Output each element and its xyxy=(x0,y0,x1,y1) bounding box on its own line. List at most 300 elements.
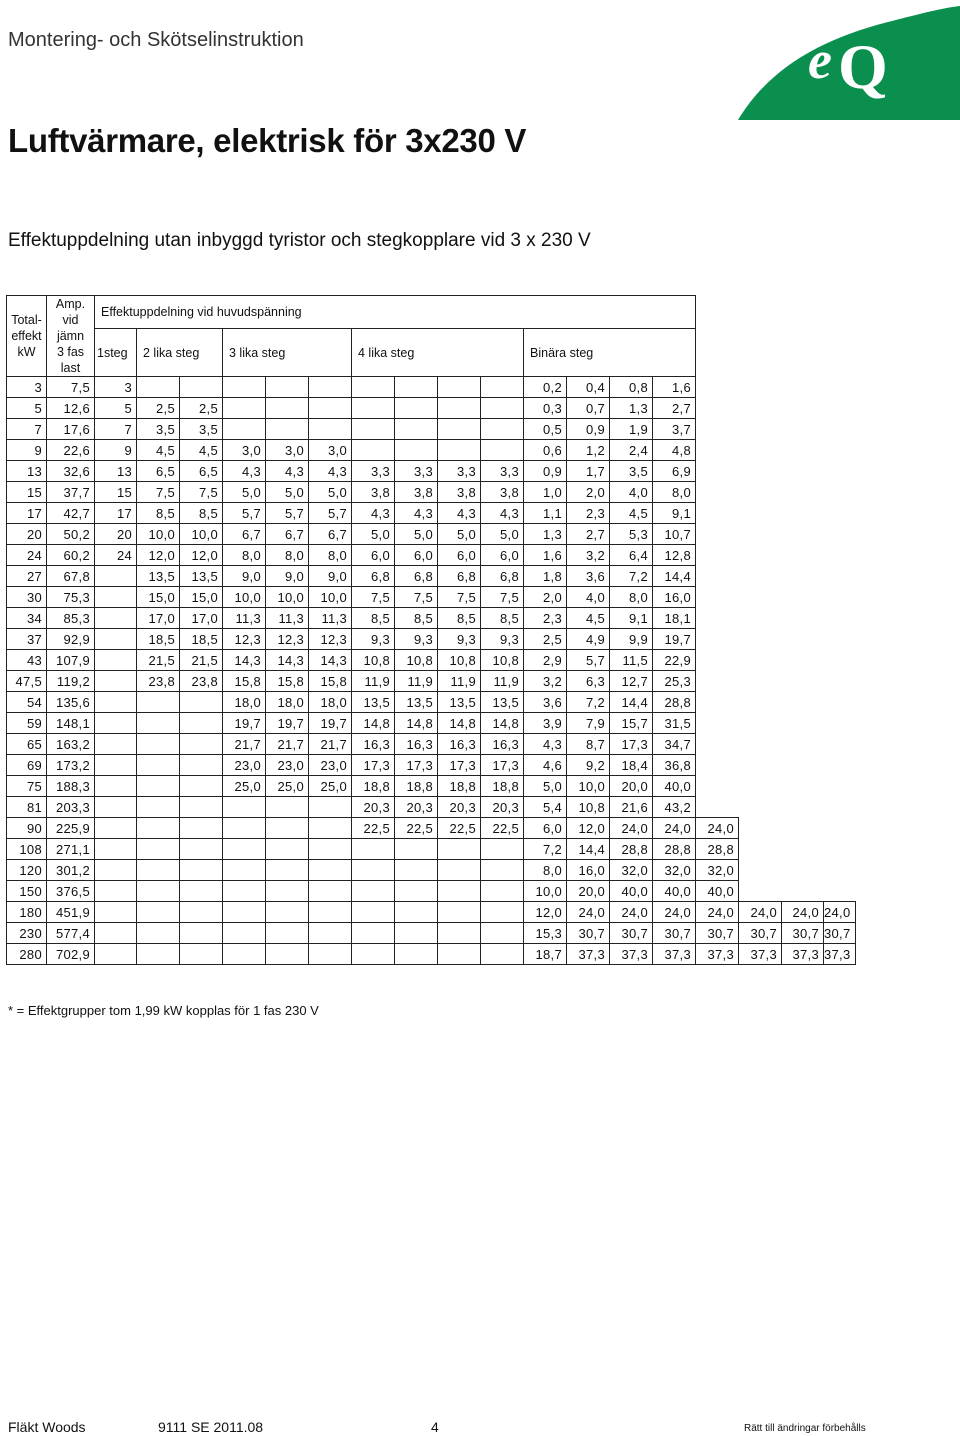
table-cell: 37,7 xyxy=(47,482,95,503)
table-cell: 119,2 xyxy=(47,671,95,692)
table-cell: 3,0 xyxy=(223,440,266,461)
table-cell: 8,5 xyxy=(395,608,438,629)
table-cell: 2,5 xyxy=(180,398,223,419)
table-cell xyxy=(696,713,739,734)
table-cell: 12,0 xyxy=(180,545,223,566)
table-cell xyxy=(438,881,481,902)
table-cell: 3,5 xyxy=(180,419,223,440)
table-cell: 50,2 xyxy=(47,524,95,545)
table-cell: 7 xyxy=(7,419,47,440)
table-cell: 0,2 xyxy=(524,377,567,398)
table-cell: 13,5 xyxy=(137,566,180,587)
table-cell xyxy=(739,755,782,776)
table-cell: 75,3 xyxy=(47,587,95,608)
table-cell: 8,0 xyxy=(223,545,266,566)
table-cell: 24,0 xyxy=(653,818,696,839)
table-cell: 6,5 xyxy=(180,461,223,482)
table-cell: 4,5 xyxy=(180,440,223,461)
table-cell: 10,0 xyxy=(309,587,352,608)
table-cell: 4,3 xyxy=(524,734,567,755)
table-cell: 24 xyxy=(7,545,47,566)
table-cell: 23,0 xyxy=(223,755,266,776)
table-cell: 20 xyxy=(95,524,137,545)
table-cell: 18,8 xyxy=(395,776,438,797)
table-cell: 10,8 xyxy=(395,650,438,671)
table-cell: 8,5 xyxy=(481,608,524,629)
table-cell xyxy=(782,524,824,545)
table-cell: 451,9 xyxy=(47,902,95,923)
table-cell: 17,3 xyxy=(395,755,438,776)
table-cell xyxy=(309,902,352,923)
table-cell xyxy=(95,818,137,839)
table-cell: 9,0 xyxy=(266,566,309,587)
table-cell xyxy=(696,461,739,482)
eq-logo xyxy=(738,0,960,120)
table-cell xyxy=(696,650,739,671)
table-cell: 9,3 xyxy=(481,629,524,650)
table-cell: 6,8 xyxy=(352,566,395,587)
table-cell xyxy=(438,902,481,923)
table-cell: 4,9 xyxy=(567,629,610,650)
table-cell: 40,0 xyxy=(653,881,696,902)
table-cell: 40,0 xyxy=(653,776,696,797)
table-cell xyxy=(180,818,223,839)
table-cell: 30,7 xyxy=(696,923,739,944)
table-cell xyxy=(782,860,824,881)
table-cell xyxy=(739,734,782,755)
table-cell: 18,8 xyxy=(438,776,481,797)
table-cell xyxy=(180,692,223,713)
table-cell: 16,3 xyxy=(438,734,481,755)
table-cell: 13,5 xyxy=(180,566,223,587)
table-cell: 14,8 xyxy=(481,713,524,734)
table-row xyxy=(7,881,856,902)
table-cell xyxy=(137,839,180,860)
table-cell: 4,3 xyxy=(395,503,438,524)
table-cell: 4,3 xyxy=(309,461,352,482)
table-cell xyxy=(696,482,739,503)
table-cell xyxy=(696,398,739,419)
table-cell: 2,3 xyxy=(524,608,567,629)
table-cell: 10,7 xyxy=(653,524,696,545)
table-row xyxy=(7,587,856,608)
table-cell xyxy=(696,566,739,587)
table-cell: 65 xyxy=(7,734,47,755)
table-cell xyxy=(782,482,824,503)
table-cell: 5,7 xyxy=(309,503,352,524)
table-cell: 30,7 xyxy=(739,923,782,944)
table-cell xyxy=(309,860,352,881)
table-cell xyxy=(223,419,266,440)
table-row xyxy=(7,944,856,965)
table-cell: 14,8 xyxy=(395,713,438,734)
table-cell: 19,7 xyxy=(266,713,309,734)
table-cell xyxy=(739,482,782,503)
table-cell xyxy=(137,377,180,398)
table-cell: 12,0 xyxy=(137,545,180,566)
table-cell xyxy=(137,776,180,797)
table-cell xyxy=(696,377,739,398)
table-cell: 20,3 xyxy=(395,797,438,818)
table-cell: 37,3 xyxy=(696,944,739,965)
table-row xyxy=(7,860,856,881)
table-cell: 14,4 xyxy=(610,692,653,713)
table-cell xyxy=(223,881,266,902)
table-cell: 30,7 xyxy=(567,923,610,944)
table-cell xyxy=(309,398,352,419)
table-cell: 4,3 xyxy=(266,461,309,482)
table-cell: 1,7 xyxy=(567,461,610,482)
table-cell xyxy=(309,881,352,902)
table-cell xyxy=(95,923,137,944)
table-cell xyxy=(739,503,782,524)
table-cell: 22,6 xyxy=(47,440,95,461)
table-cell xyxy=(481,398,524,419)
table-cell: 5,0 xyxy=(352,524,395,545)
table-cell: 17,0 xyxy=(180,608,223,629)
table-row xyxy=(7,692,856,713)
table-cell: 5,0 xyxy=(524,776,567,797)
table-cell xyxy=(696,755,739,776)
table-cell xyxy=(95,755,137,776)
table-cell: 4,0 xyxy=(567,587,610,608)
table-cell xyxy=(739,419,782,440)
table-cell: 24,0 xyxy=(782,902,824,923)
table-cell: 148,1 xyxy=(47,713,95,734)
table-cell: 107,9 xyxy=(47,650,95,671)
table-cell: 3 xyxy=(7,377,47,398)
table-cell: 4,5 xyxy=(610,503,653,524)
table-cell xyxy=(180,839,223,860)
table-row xyxy=(7,755,856,776)
table-cell xyxy=(739,587,782,608)
table-cell: 28,8 xyxy=(653,839,696,860)
table-cell: 23,8 xyxy=(137,671,180,692)
table-cell xyxy=(438,419,481,440)
table-cell xyxy=(782,419,824,440)
table-cell: 8,0 xyxy=(266,545,309,566)
group-2-lika-steg: 2 lika steg xyxy=(137,329,223,377)
table-row xyxy=(7,902,856,923)
table-cell: 1,3 xyxy=(524,524,567,545)
table-cell xyxy=(266,923,309,944)
table-cell: 18,8 xyxy=(481,776,524,797)
table-cell: 22,9 xyxy=(653,650,696,671)
table-cell xyxy=(481,377,524,398)
table-cell: 6,8 xyxy=(438,566,481,587)
table-cell: 180 xyxy=(7,902,47,923)
table-cell xyxy=(309,944,352,965)
table-cell xyxy=(782,734,824,755)
table-cell: 3,3 xyxy=(352,461,395,482)
table-cell: 271,1 xyxy=(47,839,95,860)
table-cell: 6,4 xyxy=(610,545,653,566)
table-cell: 20,0 xyxy=(567,881,610,902)
table-cell: 28,8 xyxy=(696,839,739,860)
table-cell: 21,7 xyxy=(223,734,266,755)
table-cell: 15,7 xyxy=(610,713,653,734)
table-cell xyxy=(137,755,180,776)
table-cell xyxy=(95,860,137,881)
table-cell xyxy=(180,860,223,881)
table-cell: 20 xyxy=(7,524,47,545)
table-cell xyxy=(481,902,524,923)
table-cell xyxy=(782,776,824,797)
table-cell: 12,3 xyxy=(223,629,266,650)
table-cell xyxy=(180,713,223,734)
table-cell: 1,1 xyxy=(524,503,567,524)
table-cell: 702,9 xyxy=(47,944,95,965)
table-cell: 12,7 xyxy=(610,671,653,692)
table-cell xyxy=(180,755,223,776)
table-cell: 22,5 xyxy=(395,818,438,839)
table-cell: 25,0 xyxy=(266,776,309,797)
table-cell: 15,0 xyxy=(180,587,223,608)
table-cell: 3 xyxy=(95,377,137,398)
table-cell xyxy=(696,629,739,650)
col-header-total: Total- effekt kW xyxy=(7,296,47,377)
table-cell: 37,3 xyxy=(824,944,856,965)
table-cell: 15,8 xyxy=(223,671,266,692)
table-cell xyxy=(782,650,824,671)
table-cell xyxy=(739,440,782,461)
table-row xyxy=(7,608,856,629)
table-cell: 22,5 xyxy=(438,818,481,839)
table-cell xyxy=(438,839,481,860)
table-cell: 18,4 xyxy=(610,755,653,776)
table-cell xyxy=(223,860,266,881)
table-cell: 150 xyxy=(7,881,47,902)
table-cell: 24,0 xyxy=(653,902,696,923)
table-cell: 0,8 xyxy=(610,377,653,398)
table-cell: 32,0 xyxy=(653,860,696,881)
table-row xyxy=(7,566,856,587)
table-cell xyxy=(782,797,824,818)
table-cell: 28,8 xyxy=(610,839,653,860)
table-cell: 5,0 xyxy=(266,482,309,503)
table-cell: 225,9 xyxy=(47,818,95,839)
table-cell xyxy=(137,713,180,734)
table-cell xyxy=(95,944,137,965)
table-cell: 20,3 xyxy=(352,797,395,818)
table-cell: 34 xyxy=(7,608,47,629)
table-cell xyxy=(438,923,481,944)
table-cell: 43 xyxy=(7,650,47,671)
table-cell xyxy=(782,692,824,713)
table-cell: 3,3 xyxy=(395,461,438,482)
table-cell: 54 xyxy=(7,692,47,713)
table-cell: 6,0 xyxy=(352,545,395,566)
table-cell xyxy=(266,419,309,440)
table-cell: 11,3 xyxy=(309,608,352,629)
table-cell: 8,5 xyxy=(137,503,180,524)
table-cell: 18,5 xyxy=(180,629,223,650)
table-row xyxy=(7,440,856,461)
table-cell: 6,9 xyxy=(653,461,696,482)
table-cell: 9,0 xyxy=(309,566,352,587)
table-cell xyxy=(782,713,824,734)
table-cell: 17,3 xyxy=(481,755,524,776)
table-cell: 8,0 xyxy=(524,860,567,881)
table-cell xyxy=(266,398,309,419)
table-cell: 18,0 xyxy=(266,692,309,713)
group-1steg: 1steg xyxy=(95,329,137,377)
table-cell xyxy=(223,839,266,860)
table-cell: 1,0 xyxy=(524,482,567,503)
table-cell xyxy=(137,734,180,755)
table-cell: 20,0 xyxy=(610,776,653,797)
table-cell xyxy=(266,818,309,839)
table-cell: 13,5 xyxy=(352,692,395,713)
table-cell xyxy=(180,776,223,797)
table-row xyxy=(7,524,856,545)
table-cell xyxy=(95,839,137,860)
table-cell: 2,5 xyxy=(524,629,567,650)
table-cell: 37,3 xyxy=(782,944,824,965)
table-cell xyxy=(739,713,782,734)
table-cell: 4,3 xyxy=(481,503,524,524)
table-cell: 60,2 xyxy=(47,545,95,566)
table-cell xyxy=(352,902,395,923)
table-cell xyxy=(481,944,524,965)
table-cell xyxy=(309,797,352,818)
table-cell: 7,5 xyxy=(438,587,481,608)
table-cell xyxy=(782,566,824,587)
table-cell: 16,3 xyxy=(395,734,438,755)
table-cell xyxy=(266,377,309,398)
table-cell: 24,0 xyxy=(824,902,856,923)
table-cell: 2,3 xyxy=(567,503,610,524)
table-cell: 3,6 xyxy=(567,566,610,587)
table-cell: 12,6 xyxy=(47,398,95,419)
table-cell: 1,6 xyxy=(653,377,696,398)
table-cell: 230 xyxy=(7,923,47,944)
table-cell: 30,7 xyxy=(782,923,824,944)
table-cell xyxy=(438,440,481,461)
table-cell xyxy=(739,881,782,902)
table-cell xyxy=(352,881,395,902)
table-cell xyxy=(395,440,438,461)
table-cell: 11,9 xyxy=(438,671,481,692)
table-cell: 17,3 xyxy=(352,755,395,776)
table-cell: 1,9 xyxy=(610,419,653,440)
table-cell: 17,3 xyxy=(610,734,653,755)
table-cell: 2,5 xyxy=(137,398,180,419)
table-row xyxy=(7,419,856,440)
table-cell: 42,7 xyxy=(47,503,95,524)
table-cell: 2,0 xyxy=(567,482,610,503)
table-cell: 2,7 xyxy=(567,524,610,545)
table-cell: 18,8 xyxy=(352,776,395,797)
table-cell xyxy=(481,419,524,440)
table-cell xyxy=(696,608,739,629)
table-cell: 27 xyxy=(7,566,47,587)
table-cell xyxy=(352,398,395,419)
table-cell xyxy=(782,377,824,398)
table-cell: 23,8 xyxy=(180,671,223,692)
table-cell: 30,7 xyxy=(653,923,696,944)
table-cell: 9,3 xyxy=(395,629,438,650)
table-cell xyxy=(137,902,180,923)
table-cell: 7,5 xyxy=(47,377,95,398)
group-4-lika-steg: 4 lika steg xyxy=(352,329,524,377)
table-cell: 120 xyxy=(7,860,47,881)
table-cell xyxy=(739,377,782,398)
table-cell: 14,3 xyxy=(309,650,352,671)
table-cell: 32,0 xyxy=(610,860,653,881)
table-cell: 24,0 xyxy=(610,902,653,923)
table-cell: 20,3 xyxy=(438,797,481,818)
table-cell: 16,3 xyxy=(352,734,395,755)
table-cell: 5,0 xyxy=(438,524,481,545)
table-cell: 22,5 xyxy=(481,818,524,839)
table-cell: 32,0 xyxy=(696,860,739,881)
table-cell: 10,0 xyxy=(180,524,223,545)
table-cell: 14,8 xyxy=(352,713,395,734)
table-cell xyxy=(782,461,824,482)
table-cell: 21,7 xyxy=(266,734,309,755)
table-cell: 3,0 xyxy=(309,440,352,461)
table-cell: 25,0 xyxy=(309,776,352,797)
table-cell: 11,3 xyxy=(266,608,309,629)
table-cell xyxy=(352,377,395,398)
group-binara-steg: Binära steg xyxy=(524,329,696,377)
table-cell xyxy=(782,839,824,860)
table-cell: 18,0 xyxy=(309,692,352,713)
table-cell xyxy=(481,923,524,944)
table-cell xyxy=(739,629,782,650)
table-cell: 18,1 xyxy=(653,608,696,629)
table-cell xyxy=(782,755,824,776)
table-cell xyxy=(180,944,223,965)
table-cell xyxy=(137,944,180,965)
table-cell: 3,2 xyxy=(567,545,610,566)
table-cell: 577,4 xyxy=(47,923,95,944)
table-cell: 7,2 xyxy=(524,839,567,860)
table-cell: 24,0 xyxy=(567,902,610,923)
table-cell: 1,2 xyxy=(567,440,610,461)
table-cell: 7,5 xyxy=(137,482,180,503)
table-cell: 7,2 xyxy=(567,692,610,713)
table-cell: 90 xyxy=(7,818,47,839)
table-cell xyxy=(223,797,266,818)
table-cell xyxy=(95,797,137,818)
table-row xyxy=(7,650,856,671)
table-cell: 36,8 xyxy=(653,755,696,776)
table-cell xyxy=(352,923,395,944)
table-cell: 9,3 xyxy=(438,629,481,650)
table-cell: 10,8 xyxy=(481,650,524,671)
table-cell: 5,7 xyxy=(223,503,266,524)
table-cell: 21,5 xyxy=(180,650,223,671)
table-cell xyxy=(137,797,180,818)
table-cell: 75 xyxy=(7,776,47,797)
table-cell xyxy=(696,671,739,692)
table-cell xyxy=(95,881,137,902)
page-title: Luftvärmare, elektrisk för 3x230 V xyxy=(8,122,527,159)
table-cell xyxy=(696,524,739,545)
table-cell xyxy=(696,692,739,713)
table-cell: 37,3 xyxy=(567,944,610,965)
footer-company: Fläkt Woods xyxy=(8,1419,86,1435)
table-cell: 8,0 xyxy=(610,587,653,608)
table-cell xyxy=(395,377,438,398)
table-cell: 280 xyxy=(7,944,47,965)
table-cell: 59 xyxy=(7,713,47,734)
table-cell: 15 xyxy=(7,482,47,503)
table-row xyxy=(7,776,856,797)
table-cell: 40,0 xyxy=(610,881,653,902)
